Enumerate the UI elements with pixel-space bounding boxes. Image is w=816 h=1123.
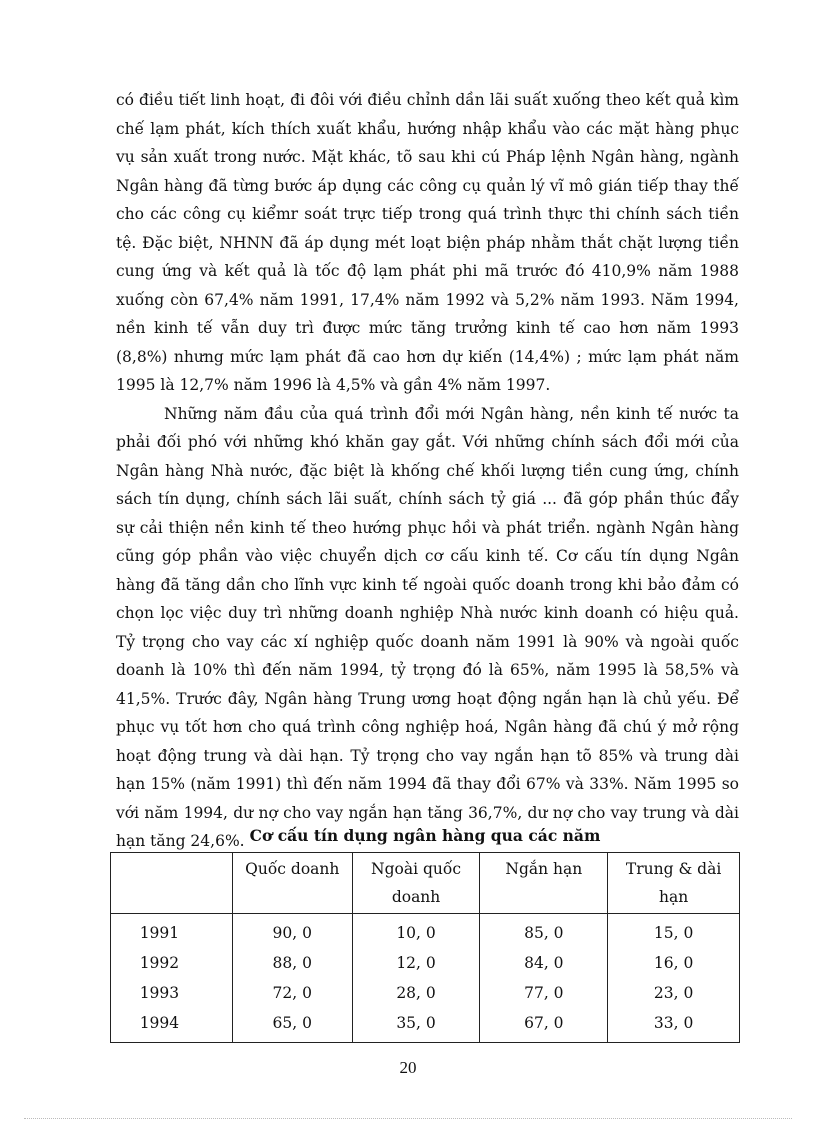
table-cell: 90, 0: [232, 914, 352, 949]
header-empty: [111, 853, 233, 914]
table-cell: 85, 0: [480, 914, 608, 949]
table-cell: 28, 0: [352, 978, 480, 1008]
table-cell: 10, 0: [352, 914, 480, 949]
header-ngoai-quoc-doanh: Ngoài quốc doanh: [352, 853, 480, 914]
table-cell: 65, 0: [232, 1008, 352, 1043]
table-title: Cơ cấu tín dụng ngân hàng qua các năm: [249, 826, 601, 845]
table-cell: 77, 0: [480, 978, 608, 1008]
table-cell: 33, 0: [608, 1008, 740, 1043]
table-cell: 15, 0: [608, 914, 740, 949]
table-header-row: [111, 853, 740, 914]
table-cell: 35, 0: [352, 1008, 480, 1043]
table-cell: 72, 0: [232, 978, 352, 1008]
credit-structure-table: [110, 852, 740, 1043]
header-quoc-doanh: Quốc doanh: [232, 853, 352, 914]
table-cell-year: 1993: [111, 978, 233, 1008]
paragraph-1: có điều tiết linh hoạt, đi đôi với điều chỉnh dần lãi suất xuống theo kết quả kìm chế lạm phát, kích thích xuất khẩu, hướng nhập khẩu vào các mặt hàng phục vụ sản xuất trong nước. Mặt khác, tõ sau khi cú Pháp lệnh Ngân hàng, ngành Ngân hàng đã từng bước áp dụng các công cụ quản lý vĩ mô gián tiếp thay thế cho các công cụ kiểmr soát trực tiếp trong quá trình thực thi chính sách tiền tệ. Đặc biệt, NHNN đã áp dụng mét loạt biện pháp nhằm thắt chặt lượng tiền cung ứng và kết quả là tốc độ lạm phát phi mã trước đó 410,9% năm 1988 xuống còn 67,4% năm 1991, 17,4% năm 1992 và 5,2% năm 1993. Năm 1994, nền kinh tế vẫn duy trì được mức tăng trưởng kinh tế cao hơn năm 1993 (8,8%) nhưng mức lạm phát đã cao hơn dự kiến (14,4%) ; mức lạm phát năm 1995 là 12,7% năm 1996 là 4,5% và gần 4% năm 1997.: [116, 91, 739, 394]
table-cell: 88, 0: [232, 948, 352, 978]
table-cell-year: 1994: [111, 1008, 233, 1043]
table-cell: 23, 0: [608, 978, 740, 1008]
table-cell-year: 1991: [111, 914, 233, 949]
table-row: [111, 1008, 740, 1043]
header-trung-dai-han: Trung & dài hạn: [608, 853, 740, 914]
page-number: 20: [399, 1058, 417, 1077]
body-text: [116, 86, 739, 856]
header-ngan-han: Ngắn hạn: [480, 853, 608, 914]
table-cell: 16, 0: [608, 948, 740, 978]
paragraph-2: Những năm đầu của quá trình đổi mới Ngân hàng, nền kinh tế nước ta phải đối phó với những khó khăn gay gắt. Với những chính sách đổi mới của Ngân hàng Nhà nước, đặc biệt là khống chế khối lượng tiền cung ứng, chính sách tín dụng, chính sách lãi suất, chính sách tỷ giá ... đã góp phần thúc đẩy sự cải thiện nền kinh tế theo hướng phục hồi và phát triển. ngành Ngân hàng cũng góp phần vào việc chuyển dịch cơ cấu kinh tế. Cơ cấu tín dụng Ngân hàng đã tăng dần cho lĩnh vực kinh tế ngoài quốc doanh trong khi bảo đảm có chọn lọc việc duy trì những doanh nghiệp Nhà nước kinh doanh có hiệu quả. Tỷ trọng cho vay các xí nghiệp quốc doanh năm 1991 là 90% và ngoài quốc doanh là 10% thì đến năm 1994, tỷ trọng đó là 65%, năm 1995 là 58,5% và 41,5%. Trước đây, Ngân hàng Trung ương hoạt động ngắn hạn là chủ yếu. Để phục vụ tốt hơn cho quá trình công nghiệp hoá, Ngân hàng đã chú ý mở rộng hoạt động trung và dài hạn. Tỷ trọng cho vay ngắn hạn tõ 85% và trung dài hạn 15% (năm 1991) thì đến năm 1994 đã thay đổi 67% và 33%. Năm 1995 so với năm 1994, dư nợ cho vay ngắn hạn tăng 36,7%, dư nợ cho vay trung và dài hạn tăng 24,6%.: [116, 404, 739, 850]
bottom-divider: [24, 1118, 792, 1119]
table-cell: 12, 0: [352, 948, 480, 978]
table-row: [111, 914, 740, 949]
table-cell: 84, 0: [480, 948, 608, 978]
table-row: [111, 948, 740, 978]
table-cell: 67, 0: [480, 1008, 608, 1043]
table-row: [111, 978, 740, 1008]
table-cell-year: 1992: [111, 948, 233, 978]
